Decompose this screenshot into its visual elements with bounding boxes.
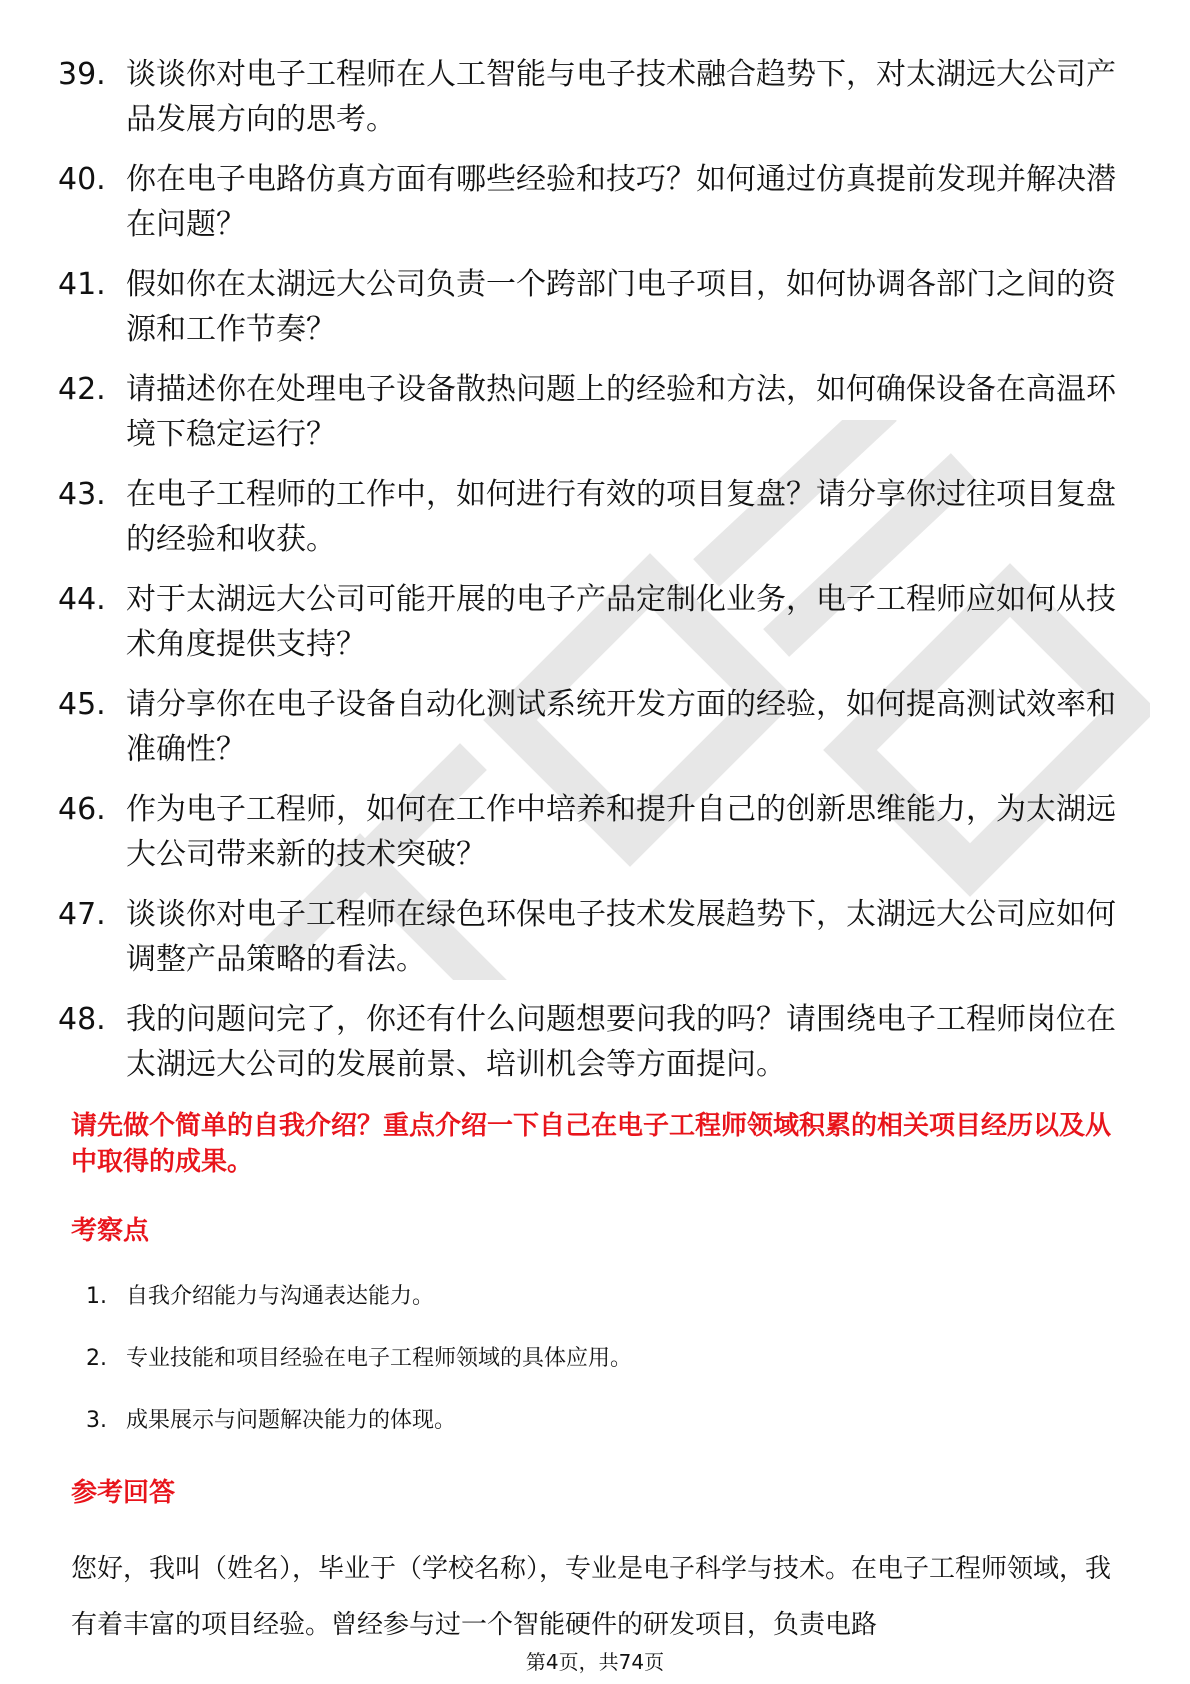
question-item — [58, 157, 1128, 247]
kaocha-heading: 考察点 — [71, 1216, 150, 1246]
featured-question: 请先做个简单的自我介绍？重点介绍一下自己在电子工程师领域积累的相关项目经历以及从中取得的成果。 — [71, 1111, 1112, 1177]
question-text: 我的问题问完了，你还有什么问题想要问我的吗？请围绕电子工程师岗位在太湖远大公司的发展前景、培训机会等方面提问。 — [126, 1002, 1116, 1082]
kaocha-number: 2. — [86, 1346, 107, 1371]
question-item — [58, 892, 1128, 982]
kaocha-text: 成果展示与问题解决能力的体现。 — [126, 1408, 457, 1433]
kaocha-text: 自我介绍能力与沟通表达能力。 — [126, 1284, 435, 1309]
question-text: 谈谈你对电子工程师在人工智能与电子技术融合趋势下，对太湖远大公司产品发展方向的思考。 — [126, 57, 1116, 137]
question-item — [58, 262, 1128, 352]
question-number: 46. — [58, 792, 106, 827]
kaocha-item — [86, 1402, 632, 1440]
question-text: 在电子工程师的工作中，如何进行有效的项目复盘？请分享你过往项目复盘的经验和收获。 — [126, 477, 1116, 557]
question-item — [58, 997, 1128, 1087]
question-text: 请分享你在电子设备自动化测试系统开发方面的经验，如何提高测试效率和准确性？ — [126, 687, 1116, 767]
question-number: 42. — [58, 372, 106, 407]
question-number: 48. — [58, 1002, 106, 1037]
question-item — [58, 52, 1128, 142]
question-number: 47. — [58, 897, 106, 932]
question-text: 假如你在太湖远大公司负责一个跨部门电子项目，如何协调各部门之间的资源和工作节奏？ — [126, 267, 1116, 347]
question-number: 41. — [58, 267, 106, 302]
kaocha-item — [86, 1340, 632, 1378]
question-item — [58, 577, 1128, 667]
question-item — [58, 682, 1128, 772]
kaocha-list — [86, 1278, 632, 1464]
question-item — [58, 367, 1128, 457]
question-number: 39. — [58, 57, 106, 92]
question-item — [58, 472, 1128, 562]
kaocha-text: 专业技能和项目经验在电子工程师领域的具体应用。 — [126, 1346, 633, 1371]
question-number: 40. — [58, 162, 106, 197]
question-number: 45. — [58, 687, 106, 722]
question-item — [58, 787, 1128, 877]
question-text: 请描述你在处理电子设备散热问题上的经验和方法，如何确保设备在高温环境下稳定运行？ — [126, 372, 1116, 452]
question-list — [58, 52, 1128, 1102]
question-text: 对于太湖远大公司可能开展的电子产品定制化业务，电子工程师应如何从技术角度提供支持？ — [126, 582, 1116, 662]
reference-answer: 您好，我叫（姓名），毕业于（学校名称），专业是电子科学与技术。在电子工程师领域，我有着丰富的项目经验。曾经参与过一个智能硬件的研发项目，负责电路 — [71, 1554, 1112, 1640]
kaocha-item — [86, 1278, 632, 1316]
reference-heading: 参考回答 — [71, 1478, 176, 1508]
page-footer: 第4页，共74页 — [525, 1650, 665, 1674]
question-text: 你在电子电路仿真方面有哪些经验和技巧？如何通过仿真提前发现并解决潜在问题？ — [126, 162, 1116, 242]
kaocha-number: 1. — [86, 1284, 107, 1309]
question-number: 43. — [58, 477, 106, 512]
kaocha-number: 3. — [86, 1408, 107, 1433]
question-text: 谈谈你对电子工程师在绿色环保电子技术发展趋势下，太湖远大公司应如何调整产品策略的看法。 — [126, 897, 1116, 977]
question-text: 作为电子工程师，如何在工作中培养和提升自己的创新思维能力，为太湖远大公司带来新的技术突破？ — [126, 792, 1116, 872]
question-number: 44. — [58, 582, 106, 617]
